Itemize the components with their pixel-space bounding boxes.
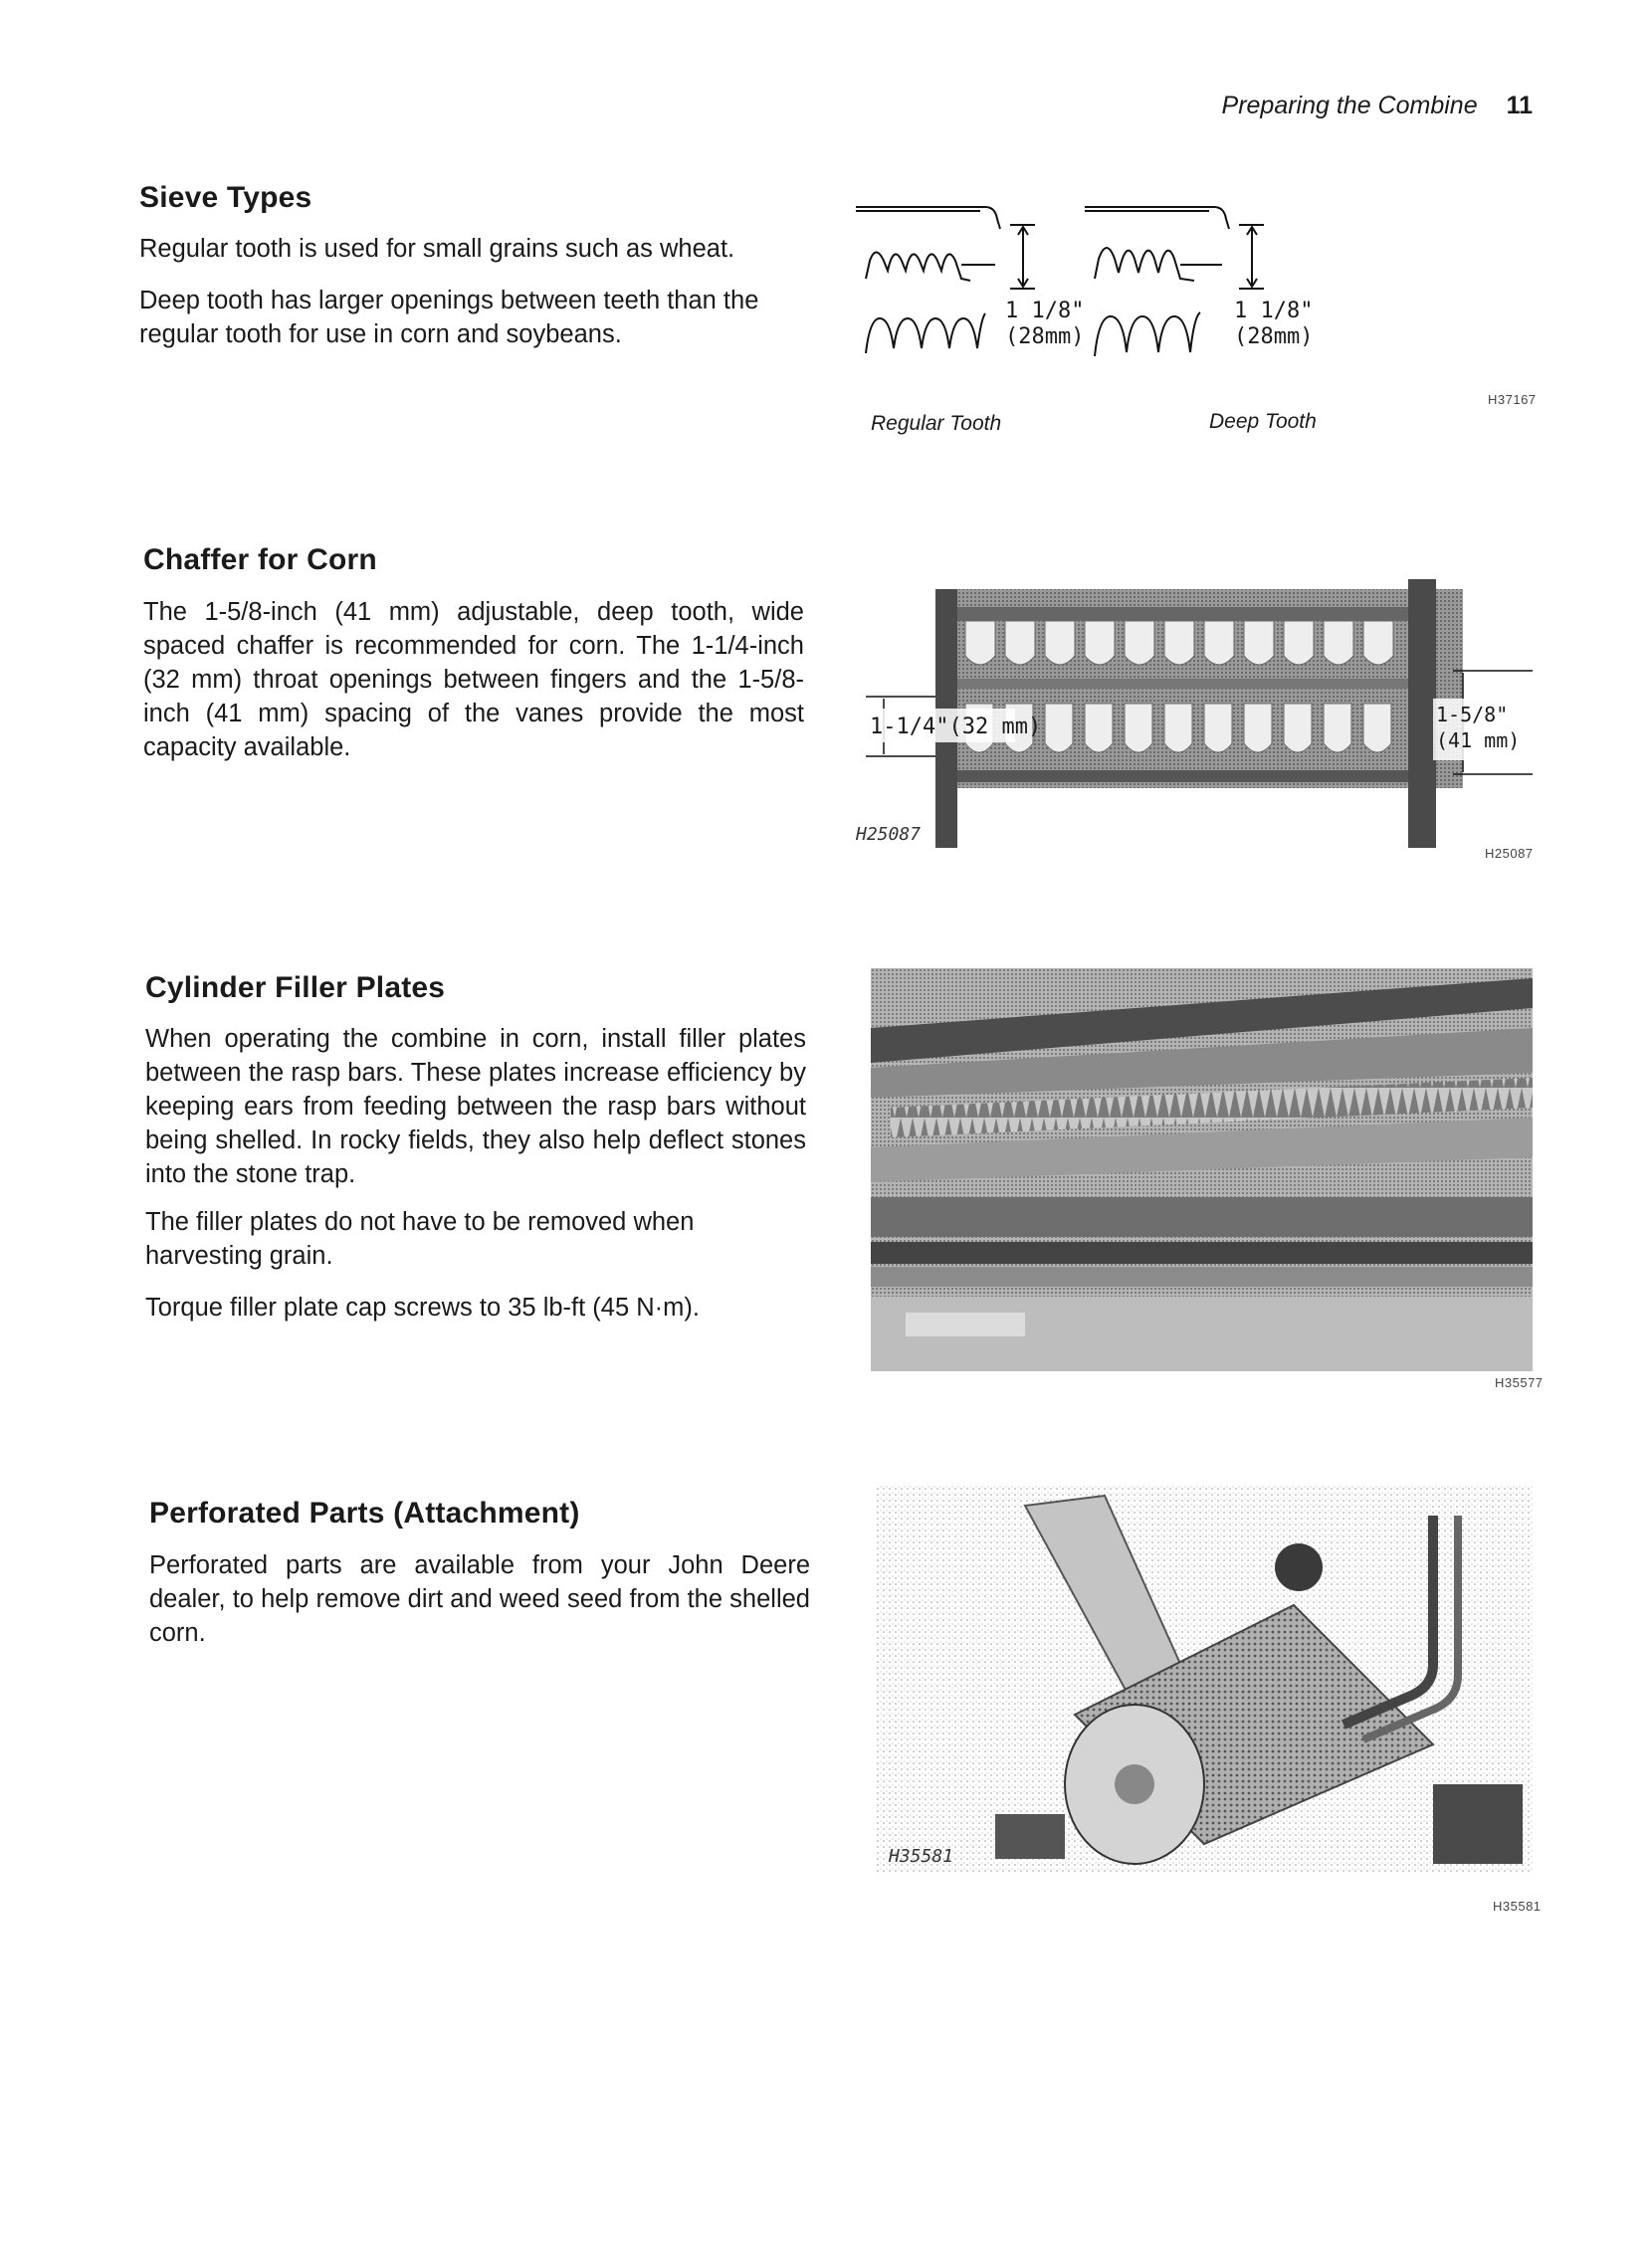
section-title-cylinder-filler-plates: Cylinder Filler Plates — [145, 971, 446, 1004]
chaffer-figure-code: H25087 — [1485, 846, 1534, 861]
sieve-types-paragraph-1: Regular tooth is used for small grains such as wheat. — [139, 235, 735, 263]
page-header — [1174, 92, 1533, 120]
caption-deep-tooth: Deep Tooth — [1209, 410, 1317, 433]
filler-plates-paragraph-1: When operating the combine in corn, install filler plates between the rasp bars. These plates increase efficiency by keeping ears from feeding between the rasp bars without being shelled. In rocky fields, they also help deflect stones into the stone trap. — [145, 1025, 806, 1188]
deep-tooth-dimension-mm: (28mm) — [1234, 324, 1314, 349]
section-title-perforated-parts: Perforated Parts (Attachment) — [149, 1497, 580, 1530]
perforated-parts-photo — [876, 1486, 1533, 1874]
vane-spacing-in: 1-5/8" — [1436, 703, 1509, 726]
filler-plates-photo — [871, 968, 1533, 1371]
sieve-types-paragraph-2: Deep tooth has larger openings between teeth than the regular tooth for use in corn and soybeans. — [139, 287, 759, 348]
filler-plates-paragraph-2: The filler plates do not have to be removed when harvesting grain. — [145, 1208, 695, 1270]
throat-opening-callout: 1-1/4"(32 mm) — [870, 715, 1042, 739]
regular-tooth-dimension-mm: (28mm) — [1005, 324, 1085, 349]
chaffer-photo-stamp: H25087 — [856, 824, 922, 845]
perforated-figure-code: H35581 — [1493, 1899, 1542, 1914]
page-number: 11 — [1506, 92, 1533, 119]
vane-spacing-callout — [1436, 702, 1520, 753]
deep-tooth-dimension-in: 1 1/8" — [1234, 299, 1314, 323]
caption-regular-tooth: Regular Tooth — [871, 412, 1002, 435]
vane-spacing-mm: (41 mm) — [1436, 728, 1521, 752]
filler-plates-figure-code: H35577 — [1495, 1375, 1544, 1390]
perforated-photo-stamp: H35581 — [889, 1846, 954, 1867]
section-title-chaffer-for-corn: Chaffer for Corn — [143, 543, 377, 576]
header-section-title: Preparing the Combine — [1221, 92, 1478, 119]
section-title-sieve-types: Sieve Types — [139, 181, 312, 214]
chaffer-photo — [866, 579, 1533, 848]
regular-tooth-dimension-in: 1 1/8" — [1005, 299, 1085, 323]
perforated-parts-paragraph: Perforated parts are available from your John Deere dealer, to help remove dirt and weed seed from the shelled corn. — [149, 1551, 810, 1647]
sieve-figure-code: H37167 — [1488, 392, 1537, 407]
filler-plates-paragraph-3: Torque filler plate cap screws to 35 lb-ft (45 N·m). — [145, 1294, 700, 1322]
regular-tooth-callout — [1005, 299, 1084, 350]
chaffer-paragraph: The 1-5/8-inch (41 mm) adjustable, deep tooth, wide spaced chaffer is recommended for corn. The 1-1/4-inch (32 mm) throat openings between fingers and the 1-5/8-inch (41 mm) spacing of the vanes provide the most capacity available. — [143, 598, 804, 761]
deep-tooth-callout — [1234, 299, 1313, 350]
